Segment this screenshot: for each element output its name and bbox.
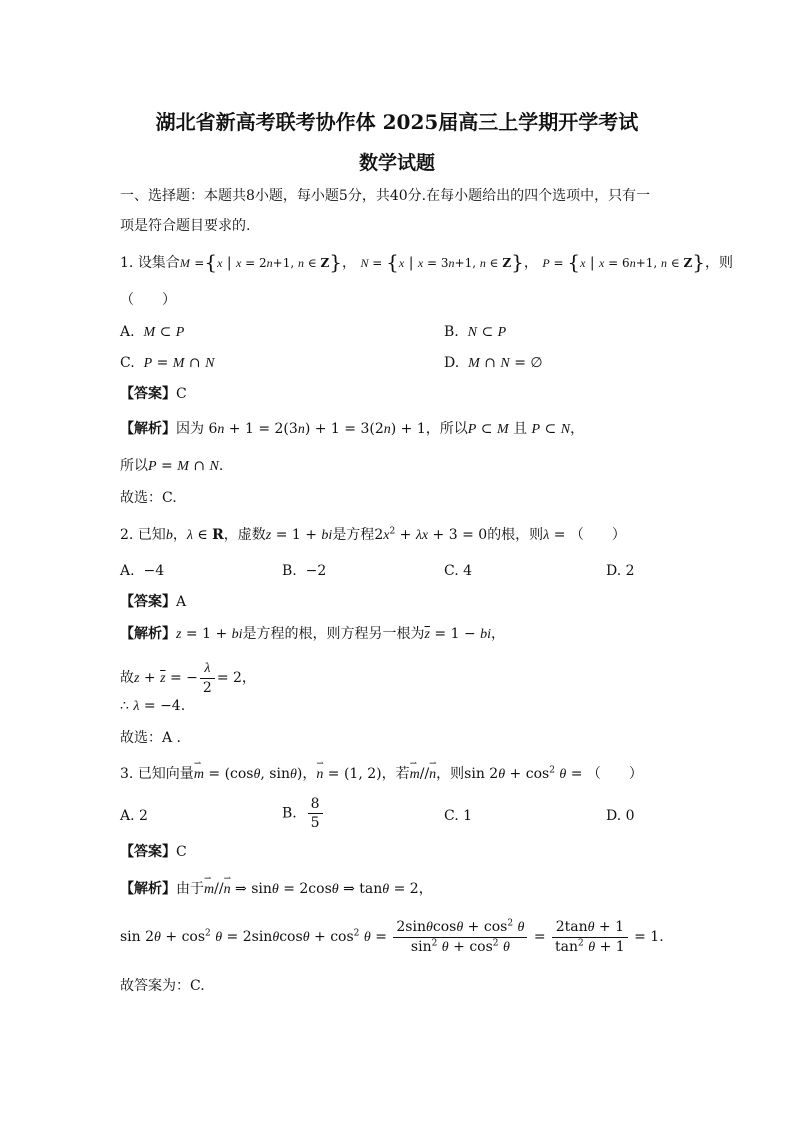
q3-answer: 【答案】C [120, 844, 187, 860]
page-title: 湖北省新高考联考协作体 2025届高三上学期开学考试 [155, 110, 639, 134]
section-heading-line1: 一、选择题：本题共8小题，每小题5分，共40分.在每小题给出的四个选项中，只有一 [120, 188, 651, 204]
q3-stem: 3. 已知向量⇀ m = (cosθ, sinθ)，⇀ n = (1, 2)，若⇀ m//⇀ n，则$\sin 2\theta + \cos^2 \theta$ = （ ） [120, 764, 643, 785]
q1-analysis-line2: 所以P = M ∩ N. [120, 458, 224, 474]
q1-prefix: 设集合 [137, 255, 180, 271]
section-heading-line2: 项是符合题目要求的. [120, 218, 251, 234]
q2-stem: 2. 已知b，λ ∈ R，虚数z = 1 + bi是方程$2x^2 + \lambda x + 3 = 0$的根，则λ = （ ） [120, 526, 626, 543]
q1-suffix: ，则 [705, 255, 734, 271]
q1-answer: 【答案】C [120, 386, 187, 402]
page-subtitle: 数学试题 [358, 152, 435, 174]
q3-conclusion: 故答案为：C. [120, 978, 205, 994]
q1-number: 1. [120, 255, 134, 271]
q1-option-a: A. M ⊂ P [120, 324, 185, 340]
q2-analysis-line1: 【解析】z = 1 + bi是方程的根，则方程另一根为$\overline{z} = 1$ − bi， [120, 626, 506, 642]
q2-analysis-line3: ∴ λ = −4. [120, 698, 186, 714]
q2-option-a: A. −4 [120, 563, 165, 579]
q1-option-b: B. N ⊂ P [444, 324, 507, 340]
q3-option-d: D. 0 [606, 808, 635, 824]
q3-option-a: A. 2 [120, 808, 148, 824]
q2-analysis-line2: 故$z + \overline{z}$ = − $\frac{\lambda}{2}$ = 2， [120, 660, 256, 696]
q3-option-b: B. $\frac{8}{5}$ [282, 795, 325, 832]
q3-analysis-line1: 【解析】由于⇀ m//⇀ n ⇒ sinθ = 2cosθ ⇒ tanθ = 2， [120, 879, 433, 900]
q1-analysis-line1: 【解析】因为 6n + 1 = 2(3n) + 1 = 3(2n) + 1，所以P ⊂ M 且 P ⊂ N， [120, 421, 585, 437]
q2-option-b: B. −2 [282, 563, 327, 579]
q2-conclusion: 故选：A . [120, 730, 182, 746]
q3-option-c: C. 1 [444, 808, 473, 824]
q1-option-c: C. P = M ∩ N [120, 355, 215, 371]
q2-option-d: D. 2 [606, 563, 635, 579]
q1-conclusion: 故选：C. [120, 490, 177, 506]
q1-paren: （ ） [120, 292, 176, 308]
q3-analysis-line2: $\sin 2\theta + \cos^2 \theta = 2\sin\theta\cos\theta + \cos^2 \theta$ = $\frac{2\sin\theta\cos\theta + \cos^2 \theta}{\sin^2 \theta + \cos^2 \theta}$ = $\frac{2\tan\theta + 1}{\tan^2 \theta + 1}$ = 1. [120, 917, 664, 955]
q1-stem: 1. 设集合M ={x | x = 2n+1, n ∈ Z}， N = {x | x = 3n+1, n ∈ Z}， P = {x | x = 6n+1, n ∈ Z}，则 [120, 250, 734, 274]
q2-option-c: C. 4 [444, 563, 473, 579]
q1-option-d: D. M ∩ N = ∅ [444, 355, 543, 371]
q2-answer: 【答案】A [120, 594, 187, 610]
